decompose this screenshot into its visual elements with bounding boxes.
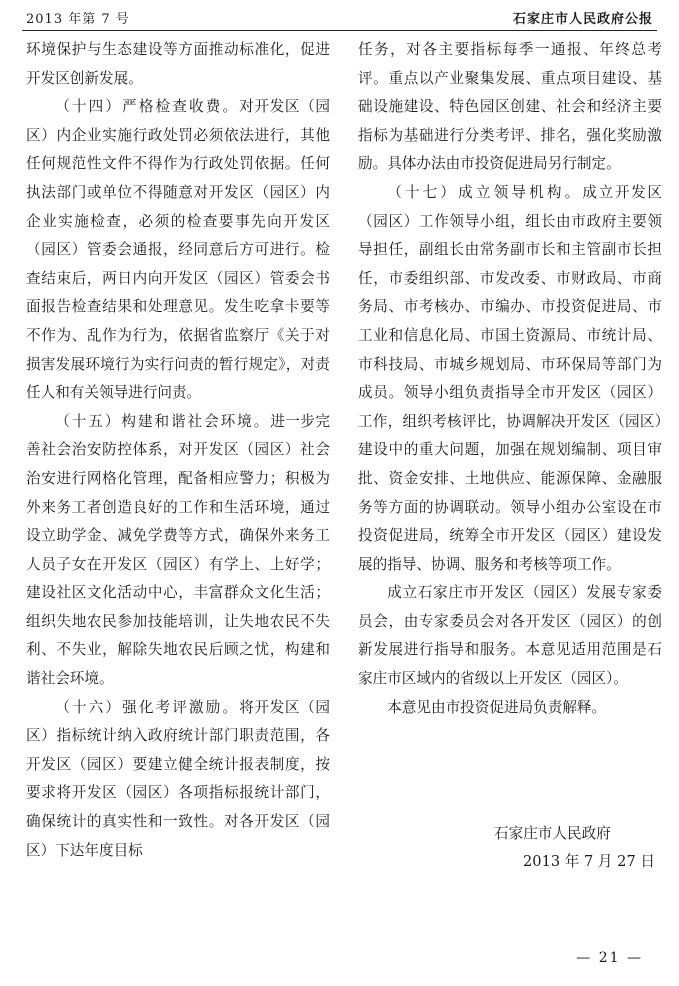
section-heading: （十六）强化考评激励。 <box>55 698 240 716</box>
section-body: 成立开发区（园区）工作领导小组，组长由市政府主要领导担任，副组长由常务副市长和主管副市长担任，市委组织部、市发改委、市财政局、市商务局、市考核办、市编办、市投资促进局、市工业和信息化局、市国土资源局、市统计局、市科技局、市城乡规划局、市环保局等部门为成员。领导小组负责指导全市开发区（园区）工作，组织考核评比，协调解决开发区（园区）建设中的重大问题，加强在规划编制、项目审批、资金安排、土地供应、能源保障、金融服务等方面的协调联动。领导小组办公室设在市投资促进局，统筹全市开发区（园区）建设发展的指导、协调、服务和考核等项工作。 <box>358 183 662 573</box>
section-14 <box>26 93 330 408</box>
section-17 <box>358 179 662 579</box>
section-15 <box>26 408 330 694</box>
issue-label: 2013 年第 7 号 <box>26 12 130 27</box>
publication-title: 石家庄市人民政府公报 <box>512 12 653 27</box>
left-column <box>26 36 330 865</box>
paragraph: 任务，对各主要指标每季一通报、年终总考评。重点以产业聚集发展、重点项目建设、基础设施建设、特色园区创建、社会和经济主要指标为基础进行分类考评、排名，强化奖励激励。具体办法由市投资促进局另行制定。 <box>358 41 662 173</box>
section-16 <box>26 694 330 866</box>
section-body: 对开发区（园区）内企业实施行政处罚必须依法进行，其他任何规范性文件不得作为行政处罚依据。任何执法部门或单位不得随意对开发区（园区）内企业实施检查，必须的检查要事先向开发区（园区）管委会通报，经同意后方可进行。检查结束后，两日内向开发区（园区）管委会书面报告检查结果和处理意见。发生吃拿卡要等不作为、乱作为行为，依据省监察厅《关于对损害发展环境行为实行问责的暂行规定》，对责任人和有关领导进行问责。 <box>26 98 330 402</box>
section-heading: （十四）严格检查收费。 <box>55 98 240 116</box>
paragraph: 本意见由市投资促进局负责解释。 <box>387 698 607 716</box>
section-body: 将开发区（园区）指标统计纳入政府统计部门职责范围，各开发区（园区）要建立健全统计报表制度，按要求将开发区（园区）各项指标报统计部门，确保统计的真实性和一致性。对各开发区（园区）下达年度目标 <box>26 698 330 859</box>
paragraph: 成立石家庄市开发区（园区）发展专家委员会，由专家委员会对各开发区（园区）的创新发展进行指导和服务。本意见适用范围是石家庄市区域内的省级以上开发区（园区）。 <box>358 584 662 688</box>
signing-authority: 石家庄市人民政府 <box>494 825 611 842</box>
section-heading: （十七）成立领导机构。 <box>387 183 583 201</box>
right-column <box>358 36 662 722</box>
section-body: 进一步完善社会治安防控体系，对开发区（园区）社会治安进行网格化管理，配备相应警力；积极为外来务工者创造良好的工作和生活环境，通过设立助学金、减免学费等方式，确保外来务工人员子女在开发区（园区）有学上、上好学；建设社区文化活动中心，丰富群众文化生活；组织失地农民参加技能培训，让失地农民不失利、不失业，解除失地农民后顾之忧，构建和谐社会环境。 <box>26 412 330 688</box>
section-heading: （十五）构建和谐社会环境。 <box>55 412 271 430</box>
signing-date: 2013 年 7 月 27 日 <box>523 853 655 870</box>
page-number: — 21 — <box>576 950 643 966</box>
paragraph: 环境保护与生态建设等方面推动标准化，促进开发区创新发展。 <box>26 41 330 87</box>
page-header <box>22 4 657 31</box>
